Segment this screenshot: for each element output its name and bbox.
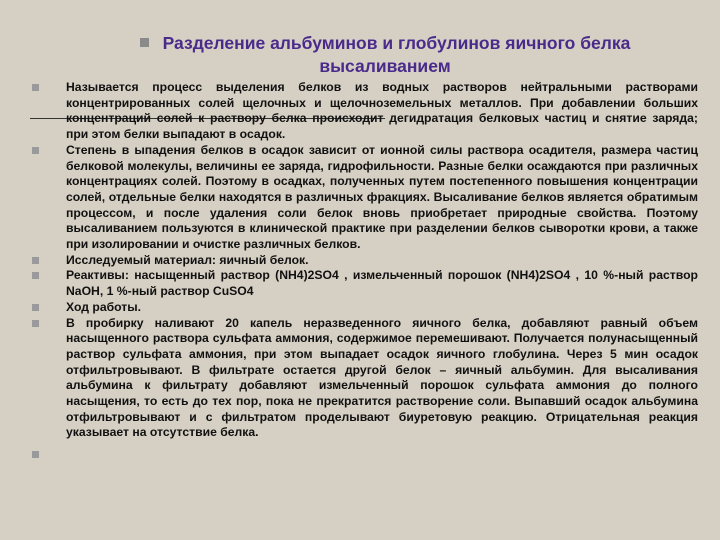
item-text: Исследуемый материал: яичный белок.: [66, 252, 309, 267]
item-text: Степень в ыпадения белков в осадок зависит от ионной силы раствора осадителя, размера частиц белковой молекулы, величины ее заряда, гидрофильности. Разные белки осаждаются при различных концентрациях солей. Поэтому в осадках, полученных путем постепенного повышения концентрации солей, отдельные белки находятся в различных фракциях. Высаливание белков является обратимым процессом, и после удаления соли белок вновь приобретает природные свойства. Поэтому высаливанием пользуются в клинической практике при разделении белков сыворотки крови, а также при изолировании и очистке различных белков.: [66, 142, 698, 252]
list-item: [32, 253, 698, 269]
bullet-square-icon: [32, 147, 39, 154]
title-line-2: высаливанием: [319, 56, 451, 76]
bullet-square-icon: [32, 304, 39, 311]
list-item: [32, 268, 698, 299]
list-item: [32, 300, 698, 316]
list-item-empty: [32, 447, 698, 463]
item-text: Ход работы.: [66, 299, 142, 314]
title-bullet-icon: [140, 38, 149, 47]
list-item: [32, 143, 698, 253]
slide-title: [80, 32, 690, 78]
bullet-square-icon: [32, 84, 39, 91]
list-item: [32, 80, 698, 143]
bullet-square-icon: [32, 451, 39, 458]
bullet-list: [32, 80, 698, 463]
item-text: Реактивы: насыщенный раствор (NH4)2SO4 , измельченный порошок (NH4)2SO4 , 10 %-ный раствор NaOH, 1 %-ный раствор CuSO4: [66, 268, 698, 299]
bullet-square-icon: [32, 257, 39, 264]
bullet-square-icon: [32, 320, 39, 327]
item-text: В пробирку наливают 20 капель неразведенного яичного белка, добавляют равный объем насыщенного раствора сульфата аммония, содержимое перемешивают. Получается полунасыщенный раствор сульфата аммония, при этом выпадает осадок яичного глобулина. Через 5 мин осадок отфильтровывают. В фильтрате остается другой белок – яичный альбумин. Для высаливания альбумина к фильтрату добавляют измельченный порошок сульфата аммония до полного насыщения, то есть до тех пор, пока не прекратится растворение соли. Выпавший осадок альбумина отфильтровывают и с фильтратом проделывают биуретовую реакцию. Отрицательная реакция указывает на отсутствие белка.: [66, 315, 698, 440]
title-line-1: Разделение альбуминов и глобулинов яичного белка: [162, 33, 631, 53]
bullet-square-icon: [32, 272, 39, 279]
list-item: [32, 316, 698, 442]
item-text: Называется процесс выделения белков из водных растворов нейтральными растворами концентрированных солей щелочных и щелочноземельных металлов. При добавлении больших концентраций солей к раствору белка происходит дегидратация белковых частиц и снятие заряда; при этом белки выпадают в осадок.: [66, 80, 698, 142]
